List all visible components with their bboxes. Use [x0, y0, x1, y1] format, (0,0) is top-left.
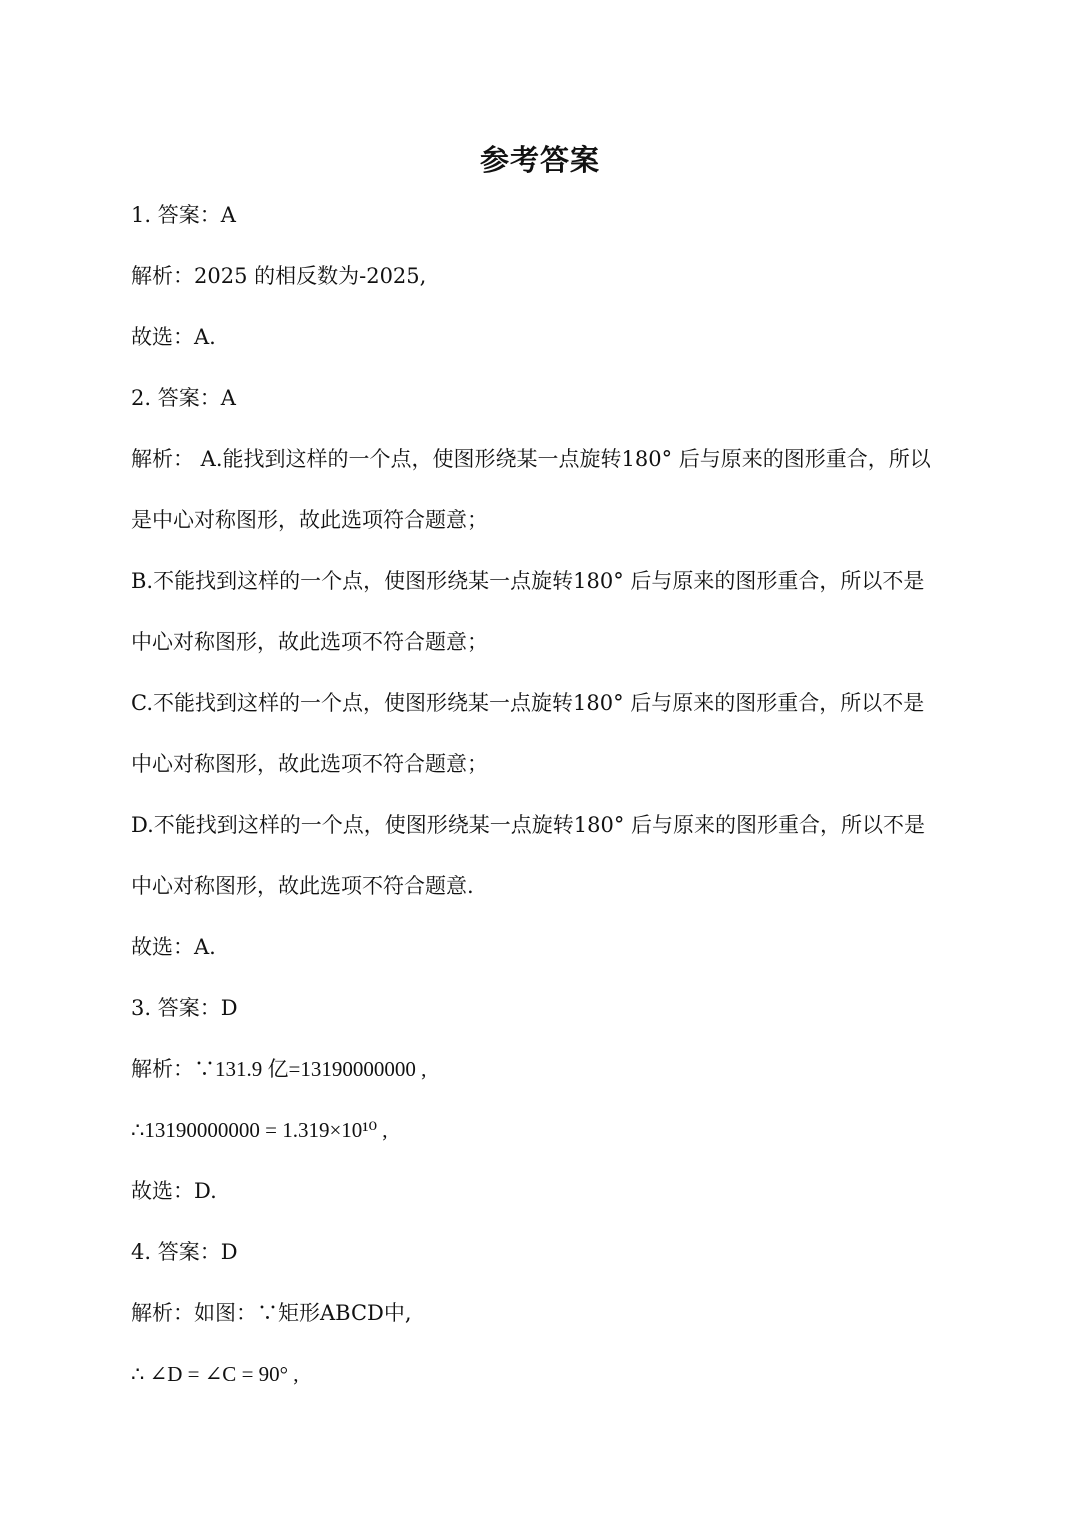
text-line: B.不能找到这样的一个点，使图形绕某一点旋转180° 后与原来的图形重合，所以不是 — [131, 569, 925, 593]
text-line: 1. 答案：A — [131, 203, 236, 227]
text-line: 解析： A.能找到这样的一个点，使图形绕某一点旋转180° 后与原来的图形重合，所以 — [131, 447, 931, 471]
text-line: 故选：D. — [131, 1179, 217, 1203]
text-line: 4. 答案：D — [131, 1240, 238, 1264]
text-line: 中心对称图形，故此选项不符合题意. — [131, 874, 474, 898]
text-line: 故选：A. — [131, 325, 216, 349]
text-line: D.不能找到这样的一个点，使图形绕某一点旋转180° 后与原来的图形重合，所以不是 — [131, 813, 926, 837]
answer-content — [131, 196, 961, 1416]
text-line: ∴ ∠D = ∠C = 90° , — [131, 1362, 299, 1386]
text-line: 解析：2025 的相反数为-2025, — [131, 264, 427, 288]
text-line: 2. 答案：A — [131, 386, 236, 410]
text-line: 是中心对称图形，故此选项符合题意； — [131, 508, 488, 532]
text-line: 中心对称图形，故此选项不符合题意； — [131, 630, 488, 654]
text-line: 3. 答案：D — [131, 996, 238, 1020]
text-line: 解析：∵131.9 亿=13190000000 , — [131, 1057, 427, 1081]
text-line: C.不能找到这样的一个点，使图形绕某一点旋转180° 后与原来的图形重合，所以不是 — [131, 691, 925, 715]
text-line: ∴13190000000 = 1.319×10¹⁰ , — [131, 1118, 388, 1142]
text-line: 中心对称图形，故此选项不符合题意； — [131, 752, 488, 776]
text-line: 故选：A. — [131, 935, 216, 959]
text-line: 解析：如图：∵矩形ABCD中, — [131, 1301, 412, 1325]
page-title: 参考答案 — [479, 143, 600, 177]
